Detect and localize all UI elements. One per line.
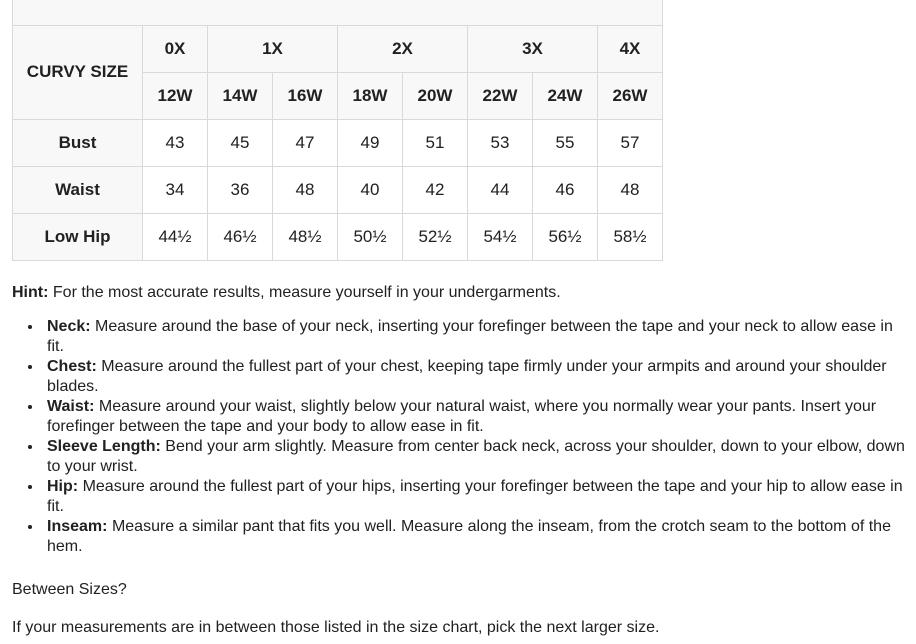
corner-header: CURVY SIZE xyxy=(13,25,143,119)
between-sizes-heading: Between Sizes? xyxy=(12,580,127,598)
table-cell: 43 xyxy=(143,119,208,166)
hint-paragraph xyxy=(12,282,906,303)
table-cutoff-row xyxy=(13,0,663,25)
tip-label: Neck: xyxy=(47,317,91,335)
size-column-header: 24W xyxy=(533,72,598,119)
tip-text: Measure a similar pant that fits you well. Measure along the inseam, from the crotch seam to the bottom of the hem. xyxy=(47,517,891,555)
row-label: Waist xyxy=(13,166,143,213)
size-column-header: 12W xyxy=(143,72,208,119)
tip-sleeve-length xyxy=(43,437,906,477)
table-row-low-hip xyxy=(13,213,663,260)
table-cell: 49 xyxy=(338,119,403,166)
hint-label: Hint: xyxy=(12,283,49,301)
table-cell: 56½ xyxy=(533,213,598,260)
tip-text: Measure around the fullest part of your chest, keeping tape firmly under your armpits and around your shoulder blades. xyxy=(47,357,887,395)
size-group-header-row xyxy=(13,25,663,72)
table-cell: 48 xyxy=(273,166,338,213)
size-group-header: 3X xyxy=(468,25,598,72)
table-cell: 58½ xyxy=(598,213,663,260)
size-group-header: 2X xyxy=(338,25,468,72)
size-column-header: 20W xyxy=(403,72,468,119)
row-label: Bust xyxy=(13,119,143,166)
table-cell: 34 xyxy=(143,166,208,213)
tip-inseam xyxy=(43,517,906,557)
table-cell: 53 xyxy=(468,119,533,166)
table-cell: 50½ xyxy=(338,213,403,260)
tip-hip xyxy=(43,477,906,517)
tip-label: Waist: xyxy=(47,397,95,415)
tip-neck xyxy=(43,317,906,357)
row-label: Low Hip xyxy=(13,213,143,260)
size-column-header: 22W xyxy=(468,72,533,119)
size-group-header: 4X xyxy=(598,25,663,72)
table-cell: 55 xyxy=(533,119,598,166)
cutoff-cell xyxy=(13,0,663,25)
tip-label: Inseam: xyxy=(47,517,108,535)
tip-text: Measure around your waist, slightly below your natural waist, where you normally wear your pants. Insert your forefinger between the tape and your body to allow ease in fit. xyxy=(47,397,877,435)
table-cell: 45 xyxy=(208,119,273,166)
table-cell: 46½ xyxy=(208,213,273,260)
curvy-size-table xyxy=(12,0,663,261)
table-cell: 48½ xyxy=(273,213,338,260)
tip-label: Hip: xyxy=(47,477,79,495)
table-cell: 54½ xyxy=(468,213,533,260)
table-cell: 46 xyxy=(533,166,598,213)
tip-label: Sleeve Length: xyxy=(47,437,161,455)
table-cell: 52½ xyxy=(403,213,468,260)
tip-chest xyxy=(43,357,906,397)
table-row-waist xyxy=(13,166,663,213)
table-cell: 44 xyxy=(468,166,533,213)
size-column-header: 14W xyxy=(208,72,273,119)
table-cell: 57 xyxy=(598,119,663,166)
table-row-bust xyxy=(13,119,663,166)
table-cell: 47 xyxy=(273,119,338,166)
table-cell: 42 xyxy=(403,166,468,213)
size-column-header: 18W xyxy=(338,72,403,119)
table-cell: 51 xyxy=(403,119,468,166)
table-cell: 44½ xyxy=(143,213,208,260)
tip-label: Chest: xyxy=(47,357,97,375)
table-cell: 48 xyxy=(598,166,663,213)
table-cell: 36 xyxy=(208,166,273,213)
size-group-header: 1X xyxy=(208,25,338,72)
table-cell: 40 xyxy=(338,166,403,213)
measuring-tips-list xyxy=(12,317,906,557)
tip-text: Measure around the base of your neck, inserting your forefinger between the tape and your neck to allow ease in fit. xyxy=(47,317,893,355)
tip-waist xyxy=(43,397,906,437)
tip-text: Bend your arm slightly. Measure from center back neck, across your shoulder, down to your elbow, down to your wrist. xyxy=(47,437,905,475)
size-group-header: 0X xyxy=(143,25,208,72)
size-column-header: 16W xyxy=(273,72,338,119)
tip-text: Measure around the fullest part of your hips, inserting your forefinger between the tape and your hip to allow ease in fit. xyxy=(47,477,903,515)
between-sizes-text: If your measurements are in between those listed in the size chart, pick the next larger size. xyxy=(12,618,660,636)
hint-text: For the most accurate results, measure yourself in your undergarments. xyxy=(52,283,561,301)
size-column-header: 26W xyxy=(598,72,663,119)
